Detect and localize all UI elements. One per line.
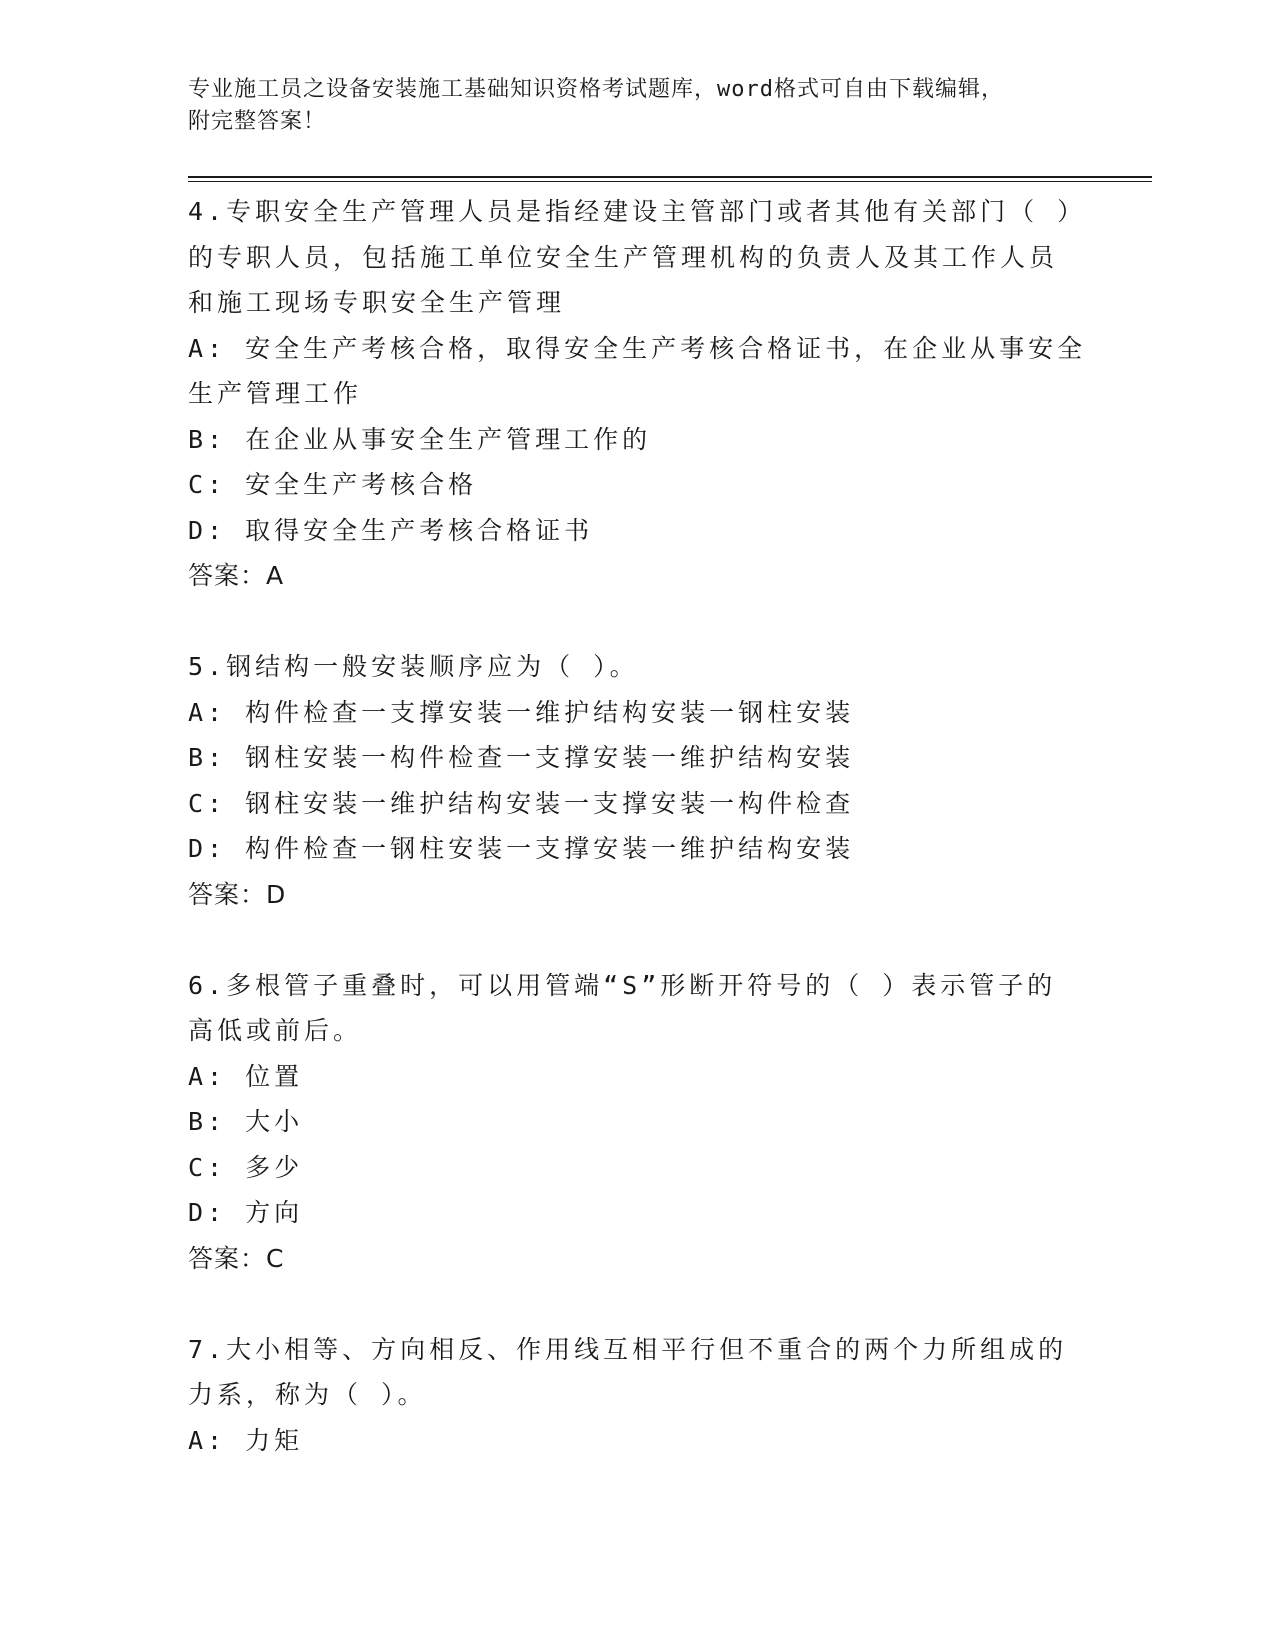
question-text: 5.钢结构一般安装顺序应为（ ）。 (188, 652, 639, 681)
question-7 (188, 1327, 1088, 1464)
header-divider-thick (188, 176, 1152, 178)
option-b: B: 钢柱安装一构件检查一支撑安装一维护结构安装 (188, 743, 855, 772)
question-text: 和施工现场专职安全生产管理 (188, 288, 566, 317)
option-a: A: 构件检查一支撑安装一维护结构安装一钢柱安装 (188, 697, 855, 727)
option-d: D: 构件检查一钢柱安装一支撑安装一维护结构安装 (188, 834, 855, 863)
question-5 (188, 644, 1088, 917)
question-list (188, 189, 1088, 1463)
question-text: 7.大小相等、方向相反、作用线互相平行但不重合的两个力所组成的 (188, 1334, 1068, 1364)
header-line-1: 专业施工员之设备安装施工基础知识资格考试题库，word格式可自由下载编辑， (188, 77, 1004, 102)
spacer (188, 1281, 1088, 1327)
question-text: 力系，称为（ ）。 (188, 1380, 427, 1409)
question-text: 高低或前后。 (188, 1016, 363, 1045)
option-b: B: 在企业从事安全生产管理工作的 (188, 424, 652, 454)
answer-line: 答案：C (188, 1243, 285, 1273)
spacer (188, 599, 1088, 645)
spacer (188, 917, 1088, 963)
option-c: C: 多少 (188, 1152, 304, 1182)
option-c: C: 安全生产考核合格 (188, 470, 478, 499)
option-a: A: 位置 (188, 1061, 304, 1091)
option-c: C: 钢柱安装一维护结构安装一支撑安装一构件检查 (188, 788, 855, 818)
question-text: 6.多根管子重叠时，可以用管端“S”形断开符号的（ ）表示管子的 (188, 970, 1057, 1000)
option-a: A: 力矩 (188, 1425, 304, 1455)
answer-line: 答案：A (188, 561, 285, 590)
header-divider-thin (188, 181, 1152, 182)
answer-line: 答案：D (188, 879, 287, 909)
option-d: D: 方向 (188, 1198, 304, 1227)
option-d: D: 取得安全生产考核合格证书 (188, 515, 594, 545)
header-line-2: 附完整答案！ (188, 109, 327, 134)
option-a: A: 安全生产考核合格，取得安全生产考核合格证书，在企业从事安全 (188, 333, 1087, 363)
option-a-continued: 生产管理工作 (188, 379, 363, 408)
document-header (188, 74, 1088, 138)
question-6 (188, 963, 1088, 1282)
question-4 (188, 189, 1088, 599)
question-text: 4.专职安全生产管理人员是指经建设主管部门或者其他有关部门（ ） (188, 197, 1087, 226)
option-b: B: 大小 (188, 1107, 304, 1136)
question-text: 的专职人员，包括施工单位安全生产管理机构的负责人及其工作人员 (188, 242, 1059, 272)
